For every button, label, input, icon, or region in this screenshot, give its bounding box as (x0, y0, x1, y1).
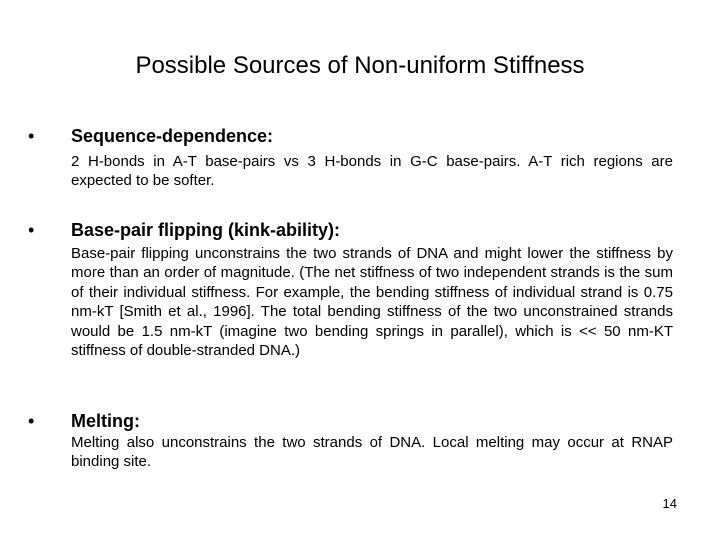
bullet-heading: Sequence-dependence: (71, 126, 274, 146)
bullet-marker: • (28, 126, 35, 146)
bullet-body: 2 H-bonds in A-T base-pairs vs 3 H-bonds in G-C base-pairs. A-T rich regions are expected to be softer. (71, 153, 673, 190)
bullet-body: Base-pair flipping unconstrains the two strands of DNA and might lower the stiffness by more than an order of magnitude. (The net stiffness of two independent strands is the sum of their individual stiffness. For example, the bending stiffness of individual strand is 0.75 nm-kT [Smith et al., 1996]. The total bending stiffness of the two unconstrained strands would be 1.5 nm-kT (imagine two bending springs in parallel), which is << 50 nm-KT stiffness of double-stranded DNA.) (71, 245, 673, 360)
slide-number: 14 (662, 496, 677, 511)
slide-title: Possible Sources of Non-uniform Stiffness (135, 52, 585, 79)
bullet-heading: Melting: (71, 411, 140, 431)
bullet-marker: • (28, 220, 35, 240)
bullet-marker: • (28, 411, 35, 431)
bullet-body: Melting also unconstrains the two strands of DNA. Local melting may occur at RNAP binding site. (71, 434, 673, 471)
bullet-heading: Base-pair flipping (kink-ability): (71, 220, 341, 240)
